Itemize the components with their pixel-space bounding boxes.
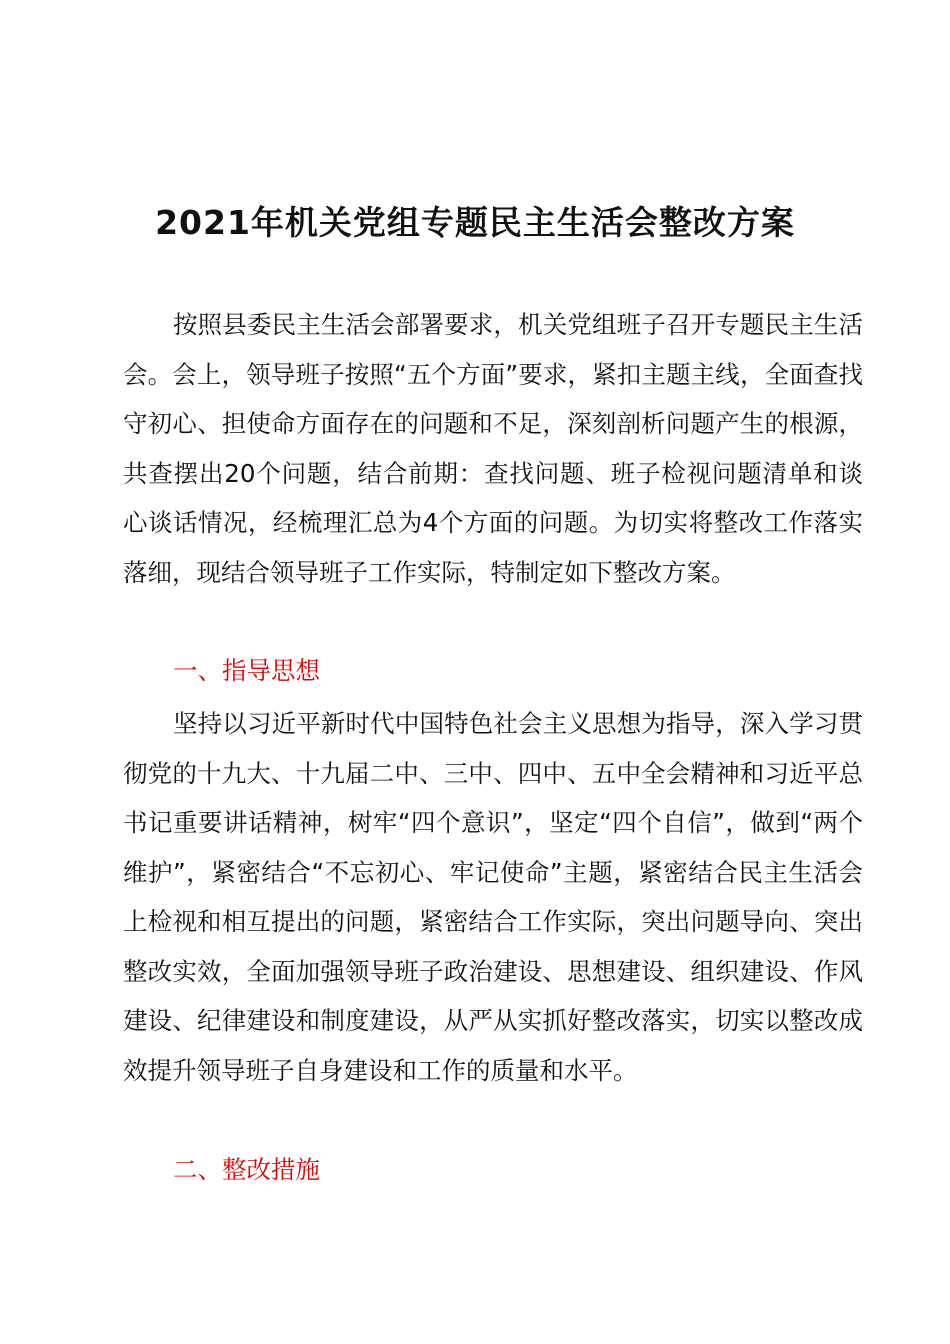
intro-paragraph: 按照县委民主生活会部署要求，机关党组班子召开专题民主生活会。会上，领导班子按照“五个方面”要求，紧扣主题主线，全面查找守初心、担使命方面存在的问题和不足，深刻剖析问题产生的根源，共查摆出20个问题，结合前期：查找问题、班子检视问题清单和谈心谈话情况，经梳理汇总为4个方面的问题。为切实将整改工作落实落细，现结合领导班子工作实际，特制定如下整改方案。 [123,310,863,587]
section-heading-guiding-ideology: 一、指导思想 [173,656,320,685]
document-title: 2021年机关党组专题民主生活会整改方案 [155,203,795,242]
guiding-ideology-paragraph: 坚持以习近平新时代中国特色社会主义思想为指导，深入学习贯彻党的十九大、十九届二中、三中、四中、五中全会精神和习近平总书记重要讲话精神，树牢“四个意识”，坚定“四个自信”，做到“两个维护”，紧密结合“不忘初心、牢记使命”主题，紧密结合民主生活会上检视和相互提出的问题，紧密结合工作实际，突出问题导向、突出整改实效，全面加强领导班子政治建设、思想建设、组织建设、作风建设、纪律建设和制度建设，从严从实抓好整改落实，切实以整改成效提升领导班子自身建设和工作的质量和水平。 [123,709,863,1085]
section-heading-rectification-measures: 二、整改措施 [173,1155,320,1184]
